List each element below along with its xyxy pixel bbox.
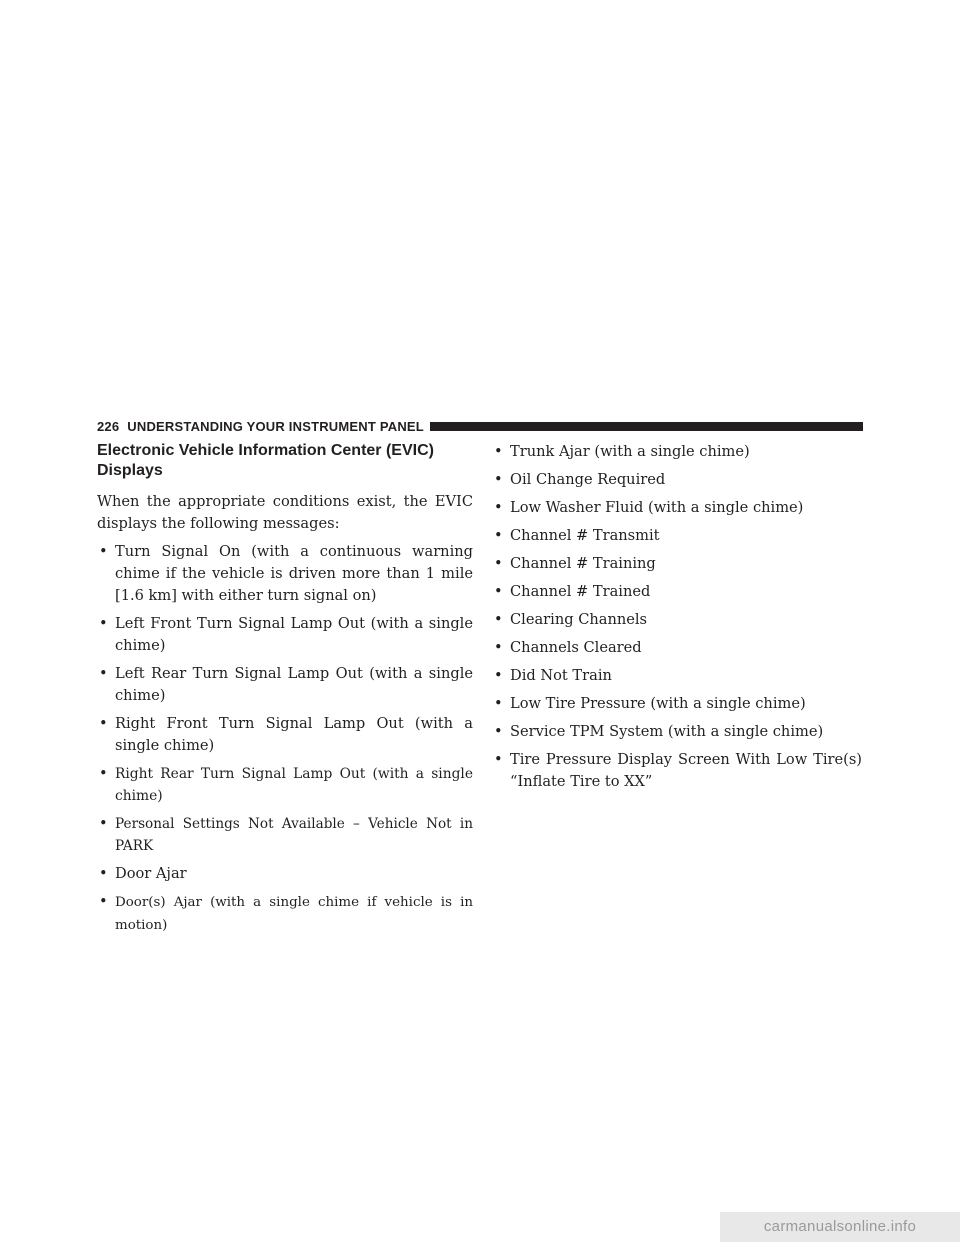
list-item — [492, 749, 862, 793]
bullet-icon: • — [494, 499, 503, 516]
section-heading: Electronic Vehicle Information Center (EVIC) Displays — [97, 442, 434, 479]
list-item — [492, 693, 862, 715]
list-item — [97, 813, 473, 857]
list-item-text: Right Rear Turn Signal Lamp Out (with a single chime) — [115, 766, 473, 804]
list-item — [492, 469, 862, 491]
bullet-icon: • — [494, 751, 503, 768]
list-item — [492, 581, 862, 603]
section-title: UNDERSTANDING YOUR INSTRUMENT PANEL — [127, 418, 424, 434]
list-item — [97, 891, 473, 937]
bullet-icon: • — [494, 555, 503, 572]
bullet-icon: • — [99, 893, 108, 910]
header-rule — [430, 422, 863, 431]
list-item — [492, 553, 862, 575]
list-item — [97, 613, 473, 657]
list-item — [97, 541, 473, 607]
message-list-left — [97, 541, 473, 937]
bullet-icon: • — [99, 715, 108, 732]
bullet-icon: • — [99, 765, 108, 782]
list-item — [492, 637, 862, 659]
list-item-text: Channel # Trained — [510, 583, 651, 600]
list-item-text: Door Ajar — [115, 865, 187, 882]
list-item-text: Door(s) Ajar (with a single chime if vehicle is in motion) — [115, 895, 473, 933]
bullet-icon: • — [99, 865, 108, 882]
bullet-icon: • — [494, 471, 503, 488]
bullet-icon: • — [494, 611, 503, 628]
left-column — [97, 441, 473, 943]
bullet-icon: • — [494, 583, 503, 600]
bullet-icon: • — [494, 695, 503, 712]
list-item-text: Low Washer Fluid (with a single chime) — [510, 499, 804, 516]
list-item-text: Personal Settings Not Available – Vehicle Not in PARK — [115, 816, 473, 854]
list-item — [492, 497, 862, 519]
list-item — [492, 441, 862, 463]
bullet-icon: • — [494, 443, 503, 460]
list-item-text: Channel # Training — [510, 555, 656, 572]
list-item — [492, 609, 862, 631]
bullet-icon: • — [99, 665, 108, 682]
list-item — [97, 863, 473, 885]
bullet-icon: • — [494, 723, 503, 740]
message-list-right — [492, 441, 862, 793]
list-item-text: Did Not Train — [510, 667, 612, 684]
right-column — [492, 441, 862, 799]
list-item — [492, 525, 862, 547]
list-item-text: Channels Cleared — [510, 639, 642, 656]
list-item-text: Turn Signal On (with a continuous warning chime if the vehicle is driven more than 1 mile [1.6 km] with either turn signal on) — [115, 543, 473, 604]
list-item-text: Left Front Turn Signal Lamp Out (with a single chime) — [115, 615, 473, 654]
intro-paragraph: When the appropriate conditions exist, the EVIC displays the following messages: — [97, 493, 473, 532]
list-item-text: Low Tire Pressure (with a single chime) — [510, 695, 806, 712]
list-item-text: Clearing Channels — [510, 611, 648, 628]
bullet-icon: • — [494, 667, 503, 684]
page-header — [97, 417, 863, 435]
list-item — [492, 665, 862, 687]
page-number: 226 — [97, 418, 120, 434]
list-item-text: Service TPM System (with a single chime) — [510, 723, 824, 740]
list-item-text: Channel # Transmit — [510, 527, 660, 544]
bullet-icon: • — [99, 615, 108, 632]
bullet-icon: • — [494, 527, 503, 544]
list-item-text: Tire Pressure Display Screen With Low Tire(s) “Inflate Tire to XX” — [510, 751, 862, 790]
list-item-text: Oil Change Required — [510, 471, 666, 488]
list-item-text: Left Rear Turn Signal Lamp Out (with a single chime) — [115, 665, 473, 704]
bullet-icon: • — [99, 543, 108, 560]
watermark: carmanualsonline.info — [720, 1212, 960, 1242]
list-item — [492, 721, 862, 743]
list-item — [97, 713, 473, 757]
list-item-text: Right Front Turn Signal Lamp Out (with a single chime) — [115, 715, 473, 754]
list-item — [97, 663, 473, 707]
list-item — [97, 763, 473, 807]
bullet-icon: • — [99, 815, 108, 832]
bullet-icon: • — [494, 639, 503, 656]
list-item-text: Trunk Ajar (with a single chime) — [510, 443, 750, 460]
